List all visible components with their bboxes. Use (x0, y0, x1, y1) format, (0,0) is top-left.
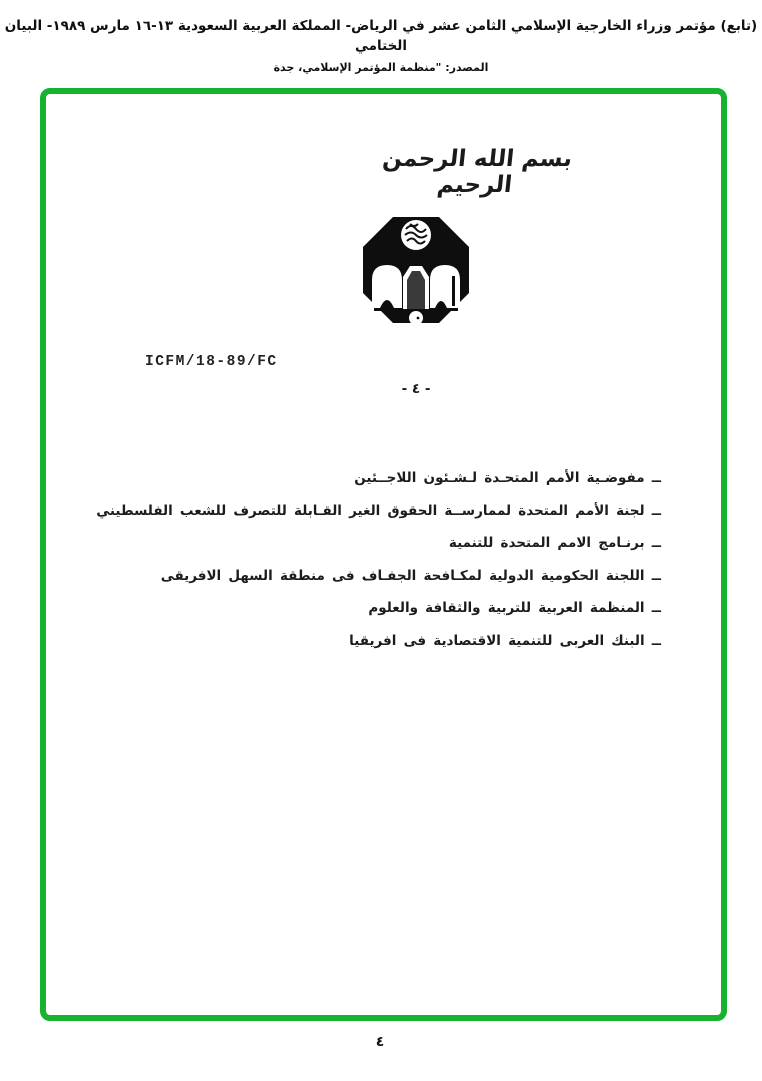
document-number: ICFM/18-89/FC (145, 354, 278, 370)
source-header (0, 16, 762, 74)
footer-page-number: ٤ (375, 1034, 385, 1050)
list-item: ــ اللجنة الحكومية الدولية لمكـافحة الجفـاف فى منطقة السهل الافريقى (160, 567, 661, 584)
list-item: ــ المنظمة العربية للتربية والثقافة والعلوم (368, 600, 661, 616)
page-marker: - ٤ - (401, 381, 431, 397)
bismillah-calligraphy: بسم الله الرحمن الرحيم (381, 146, 574, 198)
list-item: ــ لجنة الأمم المتحدة لممارســة الحقوق الغير القـابلة للتصرف للشعب الفلسطيني (96, 502, 661, 519)
list-item: ــ البنك العربى للتنمية الاقتصادية فى افريقيا (349, 632, 661, 649)
list-item: ــ مفوضـية الأمم المتحـدة لـشـئون اللاجــئين (354, 470, 661, 486)
organizations-list (86, 462, 661, 657)
conference-title: (تابع) مؤتمر وزراء الخارجية الإسلامي الثامن عشر في الرياض- المملكة العربية السعودية ١٣-١٦ مارس ١٩٨٩- البيان الختامي (4, 18, 758, 54)
oic-emblem-icon (360, 208, 472, 332)
list-item: ــ برنـامج الامم المتحدة للتنمية (448, 535, 661, 551)
page-frame (40, 88, 727, 1021)
source-line: المصدر: "منظمة المؤتمر الإسلامي، جدة (273, 61, 489, 74)
